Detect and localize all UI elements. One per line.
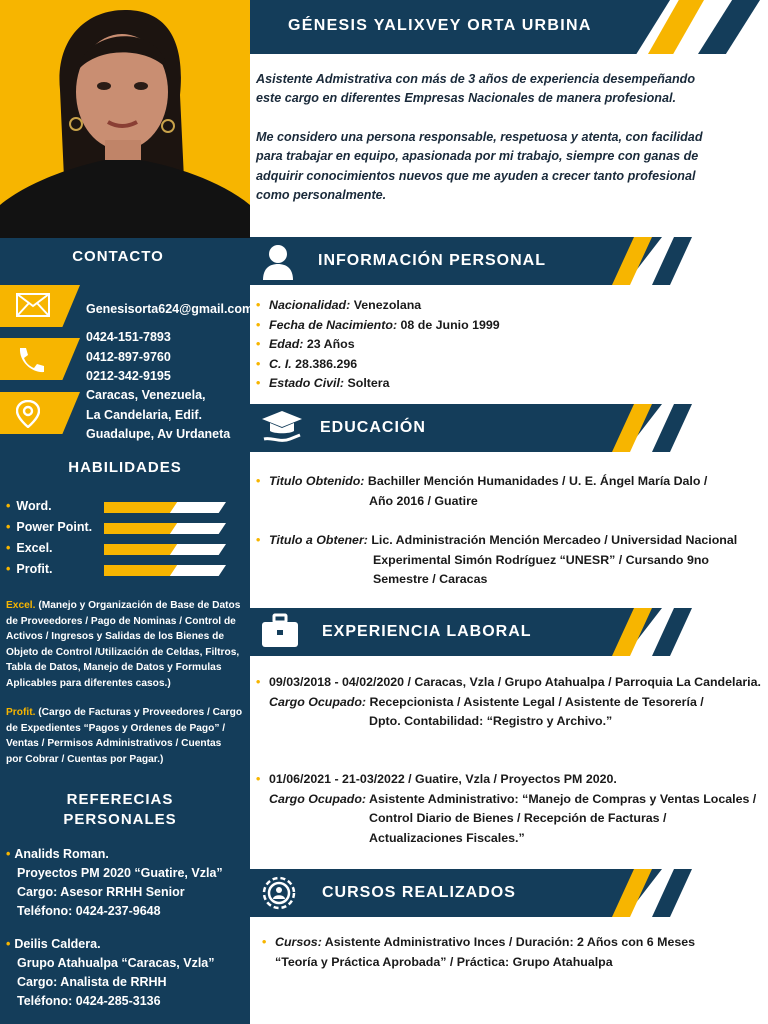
skills-list bbox=[6, 496, 246, 580]
courses-item bbox=[262, 933, 768, 972]
contact-title: CONTACTO bbox=[72, 248, 164, 265]
skill-name: • Profit. bbox=[6, 562, 53, 576]
phone-2[interactable]: 0412-897-9760 bbox=[86, 349, 171, 364]
phone-tab bbox=[0, 338, 80, 380]
profit-label: Profit. bbox=[6, 707, 36, 718]
location-tab bbox=[0, 392, 80, 434]
skill-row bbox=[6, 496, 246, 517]
skill-bar bbox=[104, 502, 226, 513]
item-label: Cargo Ocupado: bbox=[269, 694, 367, 709]
section-title: EDUCACIÓN bbox=[320, 419, 426, 436]
desc-line: Activos / Ingresos y Salidas de los Bienes de bbox=[6, 631, 224, 642]
reference-name: • Analids Roman. bbox=[6, 845, 246, 864]
item-line: Recepcionista / Asistente Legal / Asistente de Tesorería / bbox=[369, 694, 704, 709]
phone-3[interactable]: 0212-342-9195 bbox=[86, 369, 171, 383]
desc-line: de Proveedores / Pago de Nominas / Control de bbox=[6, 615, 236, 627]
summary-paragraph-1 bbox=[256, 70, 761, 109]
skill-row bbox=[6, 538, 246, 559]
reference-phone[interactable]: Teléfono: 0424-237-9648 bbox=[17, 904, 161, 918]
skill-row bbox=[6, 559, 246, 580]
skill-bar-fill bbox=[104, 523, 177, 534]
item-label: Cargo Ocupado: bbox=[269, 791, 367, 806]
accent-stripe bbox=[652, 869, 692, 917]
item-label: C. I. bbox=[269, 356, 292, 371]
skill-bar bbox=[104, 565, 226, 576]
item-line: Asistente Administrativo: “Manejo de Compras y Ventas Locales / bbox=[369, 791, 757, 806]
item-value: 23 Años bbox=[303, 337, 355, 351]
personal-list bbox=[256, 296, 764, 394]
skill-bar-fill bbox=[104, 565, 177, 576]
personal-item bbox=[256, 316, 764, 336]
envelope-icon bbox=[16, 293, 50, 317]
item-line: Experimental Simón Rodríguez “UNESR” / Cursando 9no bbox=[373, 552, 709, 567]
address-text bbox=[86, 386, 230, 445]
item-value: 08 de Junio 1999 bbox=[397, 317, 500, 332]
skill-row bbox=[6, 517, 246, 538]
summary-paragraph-2 bbox=[256, 128, 761, 205]
item-line: Control Diario de Bienes / Recepción de Facturas / bbox=[369, 811, 667, 825]
location-pin-icon bbox=[16, 400, 40, 428]
desc-line: de Expedientes “Pagos y Ordenes de Pago” / bbox=[6, 722, 226, 734]
education-item bbox=[256, 472, 764, 511]
profit-description bbox=[6, 705, 250, 767]
accent-stripe bbox=[652, 404, 692, 452]
excel-label: Excel. bbox=[6, 600, 36, 611]
skill-bar-fill bbox=[104, 544, 177, 555]
summary-line: Asistente Admistrativa con más de 3 años de experiencia desempeñando bbox=[256, 72, 696, 86]
accent-stripe bbox=[652, 237, 692, 285]
summary-line: como personalmente. bbox=[256, 187, 387, 202]
reference-entry bbox=[6, 935, 246, 1011]
summary-line: Me considero una persona responsable, respetuosa y atenta, con facilidad bbox=[256, 130, 703, 144]
summary-line: este cargo en diferentes Empresas Nacionales de manera profesional. bbox=[256, 91, 676, 106]
accent-stripe bbox=[698, 0, 760, 54]
experience-role bbox=[256, 693, 764, 732]
desc-line: Objeto de Control /Utilización de Celdas, Filtros, bbox=[6, 646, 240, 658]
skill-name: • Power Point. bbox=[6, 520, 92, 534]
reference-role: Cargo: Asesor RRHH Senior bbox=[17, 885, 185, 899]
desc-line: (Cargo de Facturas y Proveedores / Cargo bbox=[38, 707, 243, 718]
experience-item bbox=[256, 770, 764, 848]
item-label: Estado Civil: bbox=[269, 376, 345, 390]
skill-bar bbox=[104, 523, 226, 534]
skills-title: HABILIDADES bbox=[68, 459, 182, 476]
item-line: Lic. Administración Mención Mercadeo / Universidad Nacional bbox=[371, 533, 738, 547]
references-title-line: REFERECIAS bbox=[66, 791, 174, 808]
left-sidebar bbox=[0, 0, 254, 1024]
banner-background bbox=[250, 404, 662, 452]
item-label: Fecha de Nacimiento: bbox=[269, 317, 398, 332]
experience-header: • 09/03/2018 - 04/02/2020 / Caracas, Vzla / Grupo Atahualpa / Parroquia La Candelaria. bbox=[256, 673, 764, 693]
item-line: Dpto. Contabilidad: “Registro y Archivo.” bbox=[369, 714, 613, 728]
personal-item bbox=[256, 296, 764, 316]
section-title: INFORMACIÓN PERSONAL bbox=[318, 252, 546, 269]
item-value: 28.386.296 bbox=[291, 356, 358, 371]
skill-name: • Excel. bbox=[6, 541, 53, 555]
education-entry bbox=[256, 531, 764, 590]
personal-item bbox=[256, 374, 764, 394]
gear-icon bbox=[260, 874, 298, 912]
item-label: Cursos: bbox=[275, 935, 322, 949]
skill-bar bbox=[104, 544, 226, 555]
skill-bar-fill bbox=[104, 502, 177, 513]
section-title: EXPERIENCIA LABORAL bbox=[322, 623, 532, 640]
summary-line: para trabajar en equipo, apasionada por mi trabajo, siempre con ganas de bbox=[256, 149, 699, 164]
item-value: Venezolana bbox=[350, 298, 422, 312]
item-line: Semestre / Caracas bbox=[373, 572, 488, 586]
references-title-line: PERSONALES bbox=[63, 811, 177, 828]
phone-icon bbox=[16, 346, 46, 374]
desc-line: por Cobrar / Cuentas por Pagar.) bbox=[6, 753, 164, 765]
reference-role: Cargo: Analista de RRHH bbox=[17, 975, 167, 989]
desc-line: Tabla de Datos, Manejo de Datos y Formulas bbox=[6, 662, 222, 673]
item-label: Edad: bbox=[269, 337, 304, 351]
experience-item bbox=[256, 673, 764, 732]
summary-line: adquirir conocimientos nuevos que me ayuden a crecer tanto profesional bbox=[256, 168, 696, 183]
full-name: GÉNESIS YALIXVEY ORTA URBINA bbox=[288, 17, 592, 34]
email-text[interactable]: Genesisorta624@gmail.com bbox=[86, 302, 254, 316]
skill-name: • Word. bbox=[6, 499, 52, 513]
accent-stripe bbox=[652, 608, 692, 656]
education-entry bbox=[256, 472, 764, 511]
reference-entry bbox=[6, 845, 246, 921]
references-title bbox=[0, 790, 240, 830]
briefcase-icon bbox=[260, 613, 300, 649]
courses-entry bbox=[262, 933, 768, 953]
education-item bbox=[256, 531, 764, 590]
desc-line: Aplicables para diferentes casos.) bbox=[6, 677, 171, 689]
item-line: Actualizaciones Fiscales.” bbox=[369, 830, 525, 845]
person-icon bbox=[260, 242, 296, 280]
experience-header: • 01/06/2021 - 21-03/2022 / Guatire, Vzla / Proyectos PM 2020. bbox=[256, 770, 764, 790]
desc-line: (Manejo y Organización de Base de Datos bbox=[38, 600, 241, 611]
item-line: Año 2016 / Guatire bbox=[369, 493, 478, 508]
item-value: Soltera bbox=[344, 376, 390, 390]
item-label: Nacionalidad: bbox=[269, 298, 351, 312]
address-line: Caracas, Venezuela, bbox=[86, 388, 206, 402]
desc-line: Ventas / Permisos Administrativos / Cuentas bbox=[6, 738, 222, 749]
personal-item bbox=[256, 355, 764, 375]
item-line: Bachiller Mención Humanidades / U. E. Ángel María Dalo / bbox=[367, 474, 708, 488]
address-line: Guadalupe, Av Urdaneta bbox=[86, 427, 231, 441]
reference-company: Grupo Atahualpa “Caracas, Vzla” bbox=[17, 956, 215, 970]
item-line: Asistente Administrativo Inces / Duración: 2 Años con 6 Meses bbox=[321, 935, 696, 949]
email-tab bbox=[0, 285, 80, 327]
section-title: CURSOS REALIZADOS bbox=[322, 884, 516, 901]
personal-item bbox=[256, 335, 764, 355]
graduation-cap-icon bbox=[260, 409, 304, 447]
phone-list bbox=[86, 328, 171, 387]
reference-name: • Deilis Caldera. bbox=[6, 935, 246, 954]
address-line: La Candelaria, Edif. bbox=[86, 407, 203, 422]
item-line: “Teoría y Práctica Aprobada” / Práctica: Grupo Atahualpa bbox=[275, 954, 613, 969]
name-banner bbox=[250, 0, 768, 54]
excel-description bbox=[6, 598, 250, 691]
item-label: Titulo Obtenido: bbox=[269, 474, 365, 488]
experience-role bbox=[256, 790, 764, 849]
phone-1[interactable]: 0424-151-7893 bbox=[86, 330, 171, 344]
profile-photo bbox=[0, 0, 250, 238]
reference-company: Proyectos PM 2020 “Guatire, Vzla” bbox=[17, 866, 223, 880]
item-label: Titulo a Obtener: bbox=[269, 533, 368, 547]
reference-phone[interactable]: Teléfono: 0424-285-3136 bbox=[17, 994, 161, 1008]
